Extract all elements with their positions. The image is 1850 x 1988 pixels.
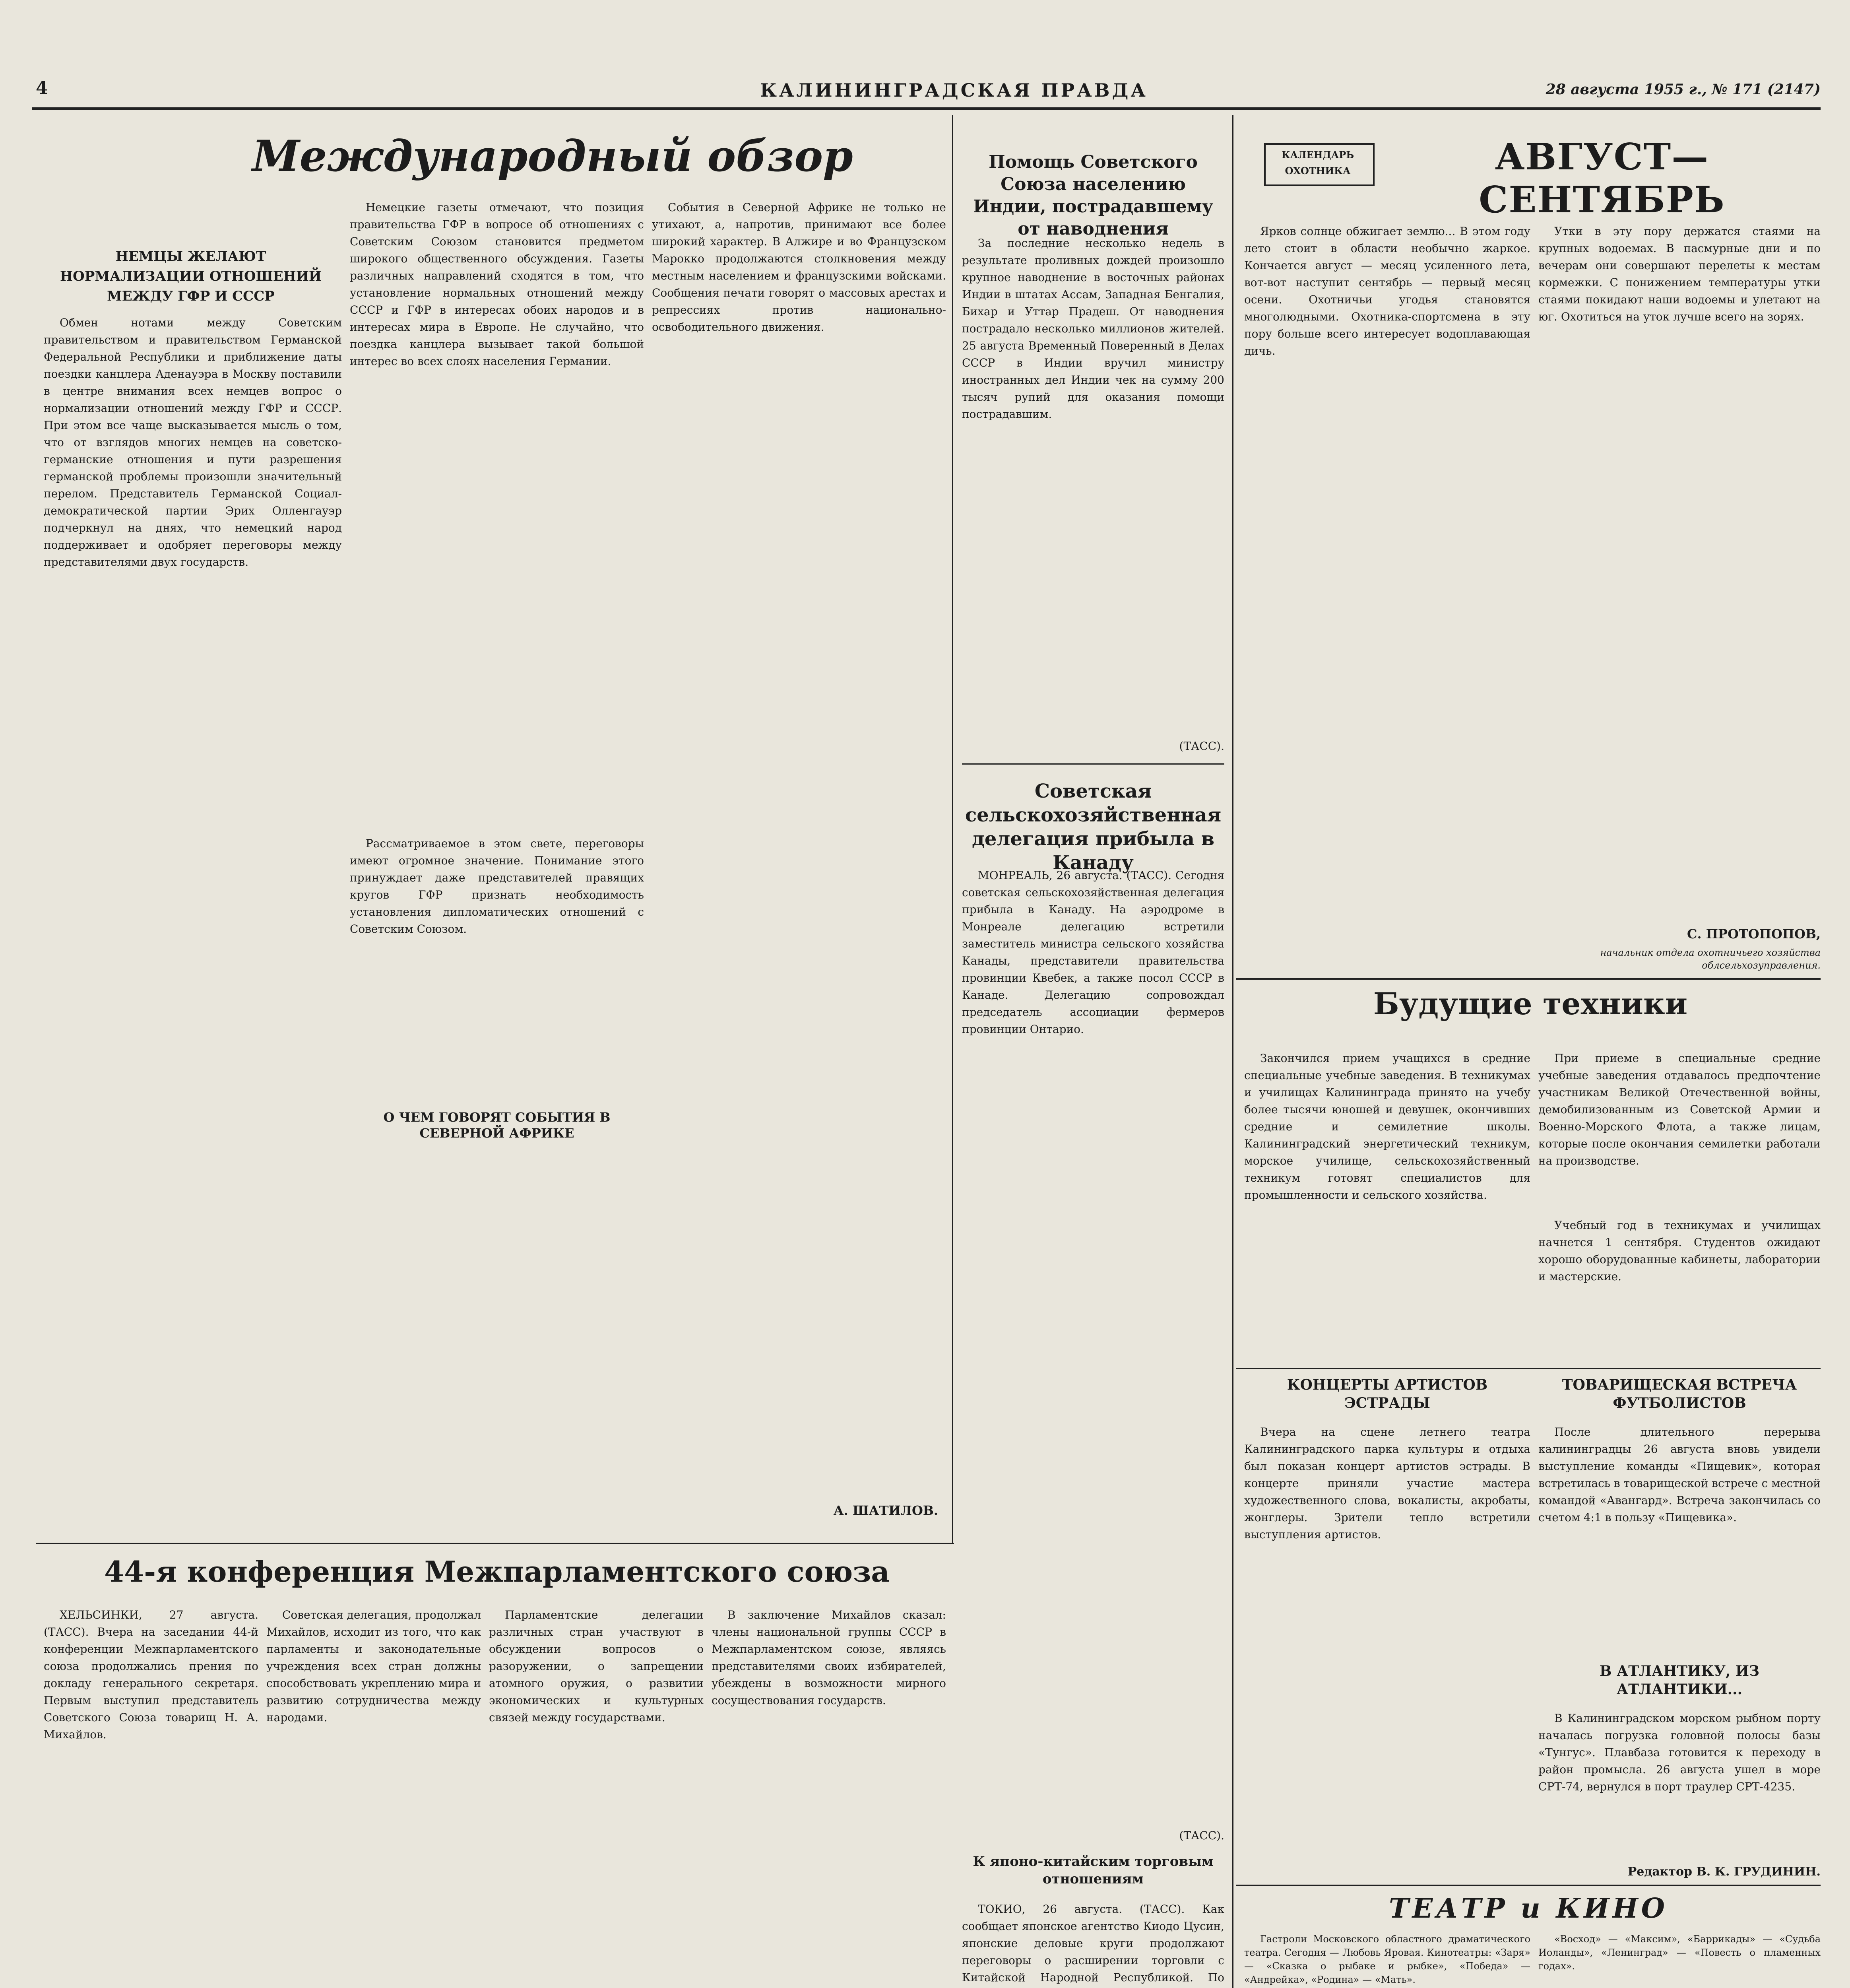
- masthead-rule: [32, 107, 1821, 110]
- review-col4: События в Северной Африке не только не утихают, а, напротив, принимают все более широкий характер. В Алжире и во Французском Марокко продолжаются столкновения между местным населением и французскими войсками. Сообщения печати говорят о массовых арестах и репрессиях против национально-освободительного движения.: [652, 201, 946, 334]
- section-rule: [1236, 978, 1821, 980]
- technicians-col3: Учебный год в техникумах и училищах начнется 1 сентября. Студентов ожидают хорошо оборудованные кабинеты, лаборатории и мастерские.: [1538, 1219, 1821, 1283]
- technicians-title: Будущие техники: [1373, 986, 1688, 1021]
- theatre-title: ТЕАТР и КИНО: [1389, 1893, 1668, 1924]
- parliament-title: 44-я конференция Межпарламентского союза: [104, 1555, 890, 1588]
- column-divider: [1232, 115, 1233, 1988]
- editor-signature: Редактор В. К. ГРУДИНИН.: [1627, 1865, 1821, 1879]
- hunting-signature-name: С. ПРОТОПОПОВ,: [1687, 926, 1821, 942]
- column-divider: [952, 115, 953, 1543]
- hunting-col2: Утки в эту пору держатся стаями на крупных водоемах. В пасмурные дни и по вечерам они совершают перелеты к местам кормежки. С понижением температуры утки стаями покидают наши водоемы и улетают на юг. Охотиться на уток лучше всего на зорях.: [1538, 225, 1821, 323]
- calendar-label: КАЛЕНДАРЬ ОХОТНИКА: [1281, 149, 1354, 177]
- football-heading: ТОВАРИЩЕСКАЯ ВСТРЕЧА ФУТБОЛИСТОВ: [1562, 1376, 1797, 1411]
- concerts-heading: КОНЦЕРТЫ АРТИСТОВ ЭСТРАДЫ: [1287, 1376, 1488, 1411]
- theatre-left: Гастроли Московского областного драматического театра. Сегодня — Любовь Яровая. Кинотеатры: «Заря» — «Сказка о рыбаке и рыбке», «Победа» — «Андрейка», «Родина» — «Мать».: [1244, 1934, 1530, 1985]
- theatre-right: «Восход» — «Максим», «Баррикады» — «Судьба Иоланды», «Ленинград» — «Повесть о пламенных годах».: [1538, 1934, 1821, 1972]
- japan-china-heading: К японо-китайским торговым отношениям: [973, 1854, 1214, 1887]
- technicians-col2: При приеме в специальные средние учебные заведения отдавалось предпочтение участникам Великой Отечественной войны, демобилизованным из Советской Армии и Военно-Морского Флота, а также лицам, которые после окончания семилетки работали на производстве.: [1538, 1052, 1821, 1167]
- review-section2-heading: О ЧЕМ ГОВОРЯТ СОБЫТИЯ В СЕВЕРНОЙ АФРИКЕ: [383, 1110, 611, 1141]
- hunting-signature-title: начальник отдела охотничьего хозяйства облсельхозуправления.: [1600, 947, 1821, 971]
- hunting-title: АВГУСТ—СЕНТЯБРЬ: [1479, 135, 1725, 221]
- canada-delegation-text: МОНРЕАЛЬ, 26 августа. (ТАСС). Сегодня советская сельскохозяйственная делегация прибыла в Канаду. На аэродроме в Монреале делегацию встретили заместитель министра сельского хозяйства Канады, представители правительства провинции Квебек, а также посол СССР в Канаде. Делегацию сопровождал председатель ассоциации фермеров провинции Онтарио.: [962, 869, 1224, 1036]
- india-help-text: За последние несколько недель в результате проливных дождей произошло крупное наводнение в восточных районах Индии в штатах Ассам, Западная Бенгалия, Бихар и Уттар Прадеш. От наводнения пострадало несколько миллионов жителей. 25 августа Временный Поверенный в Делах СССР в Индии вручил министру иностранных дел Индии чек на сумму 200 тысяч рупий для оказания помощи пострадавшим.: [962, 237, 1224, 421]
- atlantic-text: В Калининградском морском рыбном порту началась погрузка головной полосы базы «Тунгус». Плавбаза готовится к переходу в район промысла. 26 августа ушел в море СРТ-74, вернулся в порт траулер СРТ-4235.: [1538, 1712, 1821, 1793]
- article-rule: [962, 763, 1224, 765]
- technicians-col1: Закончился прием учащихся в средние специальные учебные заведения. В техникумах и училищах Калининграда принято на учебу более тысячи юношей и девушек, окончивших средние и семилетние школы. Калининградский энергетический техникум, морское училище, сельскохозяйственный техникум готовят специалистов для промышленности и сельского хозяйства.: [1244, 1052, 1530, 1202]
- review-col1: Обмен нотами между Советским правительством и правительством Германской Федеральной Республики и приближение даты поездки канцлера Аденауэра в Москву поставили в центре внимания всех немцев вопрос о нормализации отношений между ГФР и СССР. При этом все чаще высказывается мысль о том, что от взглядов многих немцев на советско-германские отношения и пути разрешения германской проблемы произошли значительный перелом. Представитель Германской Социал-демократической партии Эрих Олленгауэр подчеркнул на днях, что немецкий народ поддерживает и одобряет переговоры между представителями двух государств.: [44, 316, 342, 569]
- page-number: 4: [36, 78, 48, 98]
- section-rule: [1236, 1885, 1821, 1886]
- parliament-col3: Парламентские делегации различных стран участвуют в обсуждении вопросов о разоружении, о запрещении атомного оружия, о развитии экономических и культурных связей между государствами.: [489, 1608, 704, 1724]
- parliament-col4: В заключение Михайлов сказал: члены национальной группы СССР в Межпарламентском союзе, являясь представителями своих избирателей, убеждены в возможности мирного сосуществования государств.: [712, 1608, 946, 1707]
- review-col3: Рассматриваемое в этом свете, переговоры имеют огромное значение. Понимание этого принуждает даже представителей правящих кругов ГФР признать необходимость установления дипломатических отношений с Советским Союзом.: [350, 837, 644, 936]
- review-section1-heading: НЕМЦЫ ЖЕЛАЮТ НОРМАЛИЗАЦИИ ОТНОШЕНИЙ МЕЖДУ ГФР И СССР: [60, 248, 322, 304]
- issue-date: 28 августа 1955 г., № 171 (2147): [1546, 81, 1821, 98]
- section-rule: [36, 1543, 954, 1544]
- india-help-signature: (ТАСС).: [1179, 740, 1224, 753]
- japan-china-text: ТОКИО, 26 августа. (ТАСС). Как сообщает японское агентство Киодо Цусин, японские деловые круги продолжают переговоры о расширении торговли с Китайской Народной Республикой. По: [962, 1903, 1224, 1984]
- canada-delegation-heading: Советская сельскохозяйственная делегация прибыла в Канаду: [965, 780, 1222, 874]
- football-text: После длительного перерыва калининградцы 26 августа вновь увидели выступление команды «Пищевик», которая встретилась в товарищеской встрече с местной командой «Авангард». Встреча закончилась со счетом 4:1 в пользу «Пищевика».: [1538, 1425, 1821, 1524]
- review-signature: А. ШАТИЛОВ.: [833, 1503, 938, 1518]
- canada-delegation-signature: (ТАСС).: [1179, 1829, 1224, 1842]
- review-col2: Немецкие газеты отмечают, что позиция правительства ГФР в вопросе об отношениях с Советским Союзом становится предметом широкого общественного обсуждения. Газеты различных направлений сходятся в том, что установление нормальных отношений между СССР и ГФР в интересах обоих народов и в интересах мира в Европе. Не случайно, что поездка канцлера вызывает такой большой интерес во всех слоях населения Германии.: [350, 201, 644, 368]
- parliament-col2: Советская делегация, продолжал Михайлов, исходит из того, что как парламенты и законодательные учреждения всех стран должны способствовать укреплению мира и развитию сотрудничества между народами.: [266, 1608, 481, 1724]
- concerts-text: Вчера на сцене летнего театра Калининградского парка культуры и отдыха был показан концерт артистов эстрады. В концерте приняли участие мастера художественного слова, вокалисты, акробаты, жонглеры. Зрители тепло встретили выступления артистов.: [1244, 1425, 1530, 1541]
- hunting-col1: Ярков солнце обжигает землю... В этом году лето стоит в области необычно жаркое. Кончается август — месяц усиленного лета, вот-вот наступит сентябрь — первый месяц осени. Охотничьи угодья становятся многолюдными. Охотника-спортсмена в эту пору больше всего интересует водоплавающая дичь.: [1244, 225, 1530, 357]
- atlantic-heading: В АТЛАНТИКУ, ИЗ АТЛАНТИКИ...: [1599, 1663, 1760, 1698]
- review-title: Международный обзор: [252, 131, 853, 181]
- india-help-heading: Помощь Советского Союза населению Индии, пострадавшему от наводнения: [973, 152, 1213, 239]
- parliament-col1: ХЕЛЬСИНКИ, 27 августа. (ТАСС). Вчера на заседании 44-й конференции Межпарламентского союза продолжались прения по докладу генерального секретаря. Первым выступил представитель Советского Союза товарищ Н. А. Михайлов.: [44, 1608, 258, 1741]
- section-rule: [1236, 1368, 1821, 1369]
- newspaper-name: КАЛИНИНГРАДСКАЯ ПРАВДА: [760, 80, 1148, 101]
